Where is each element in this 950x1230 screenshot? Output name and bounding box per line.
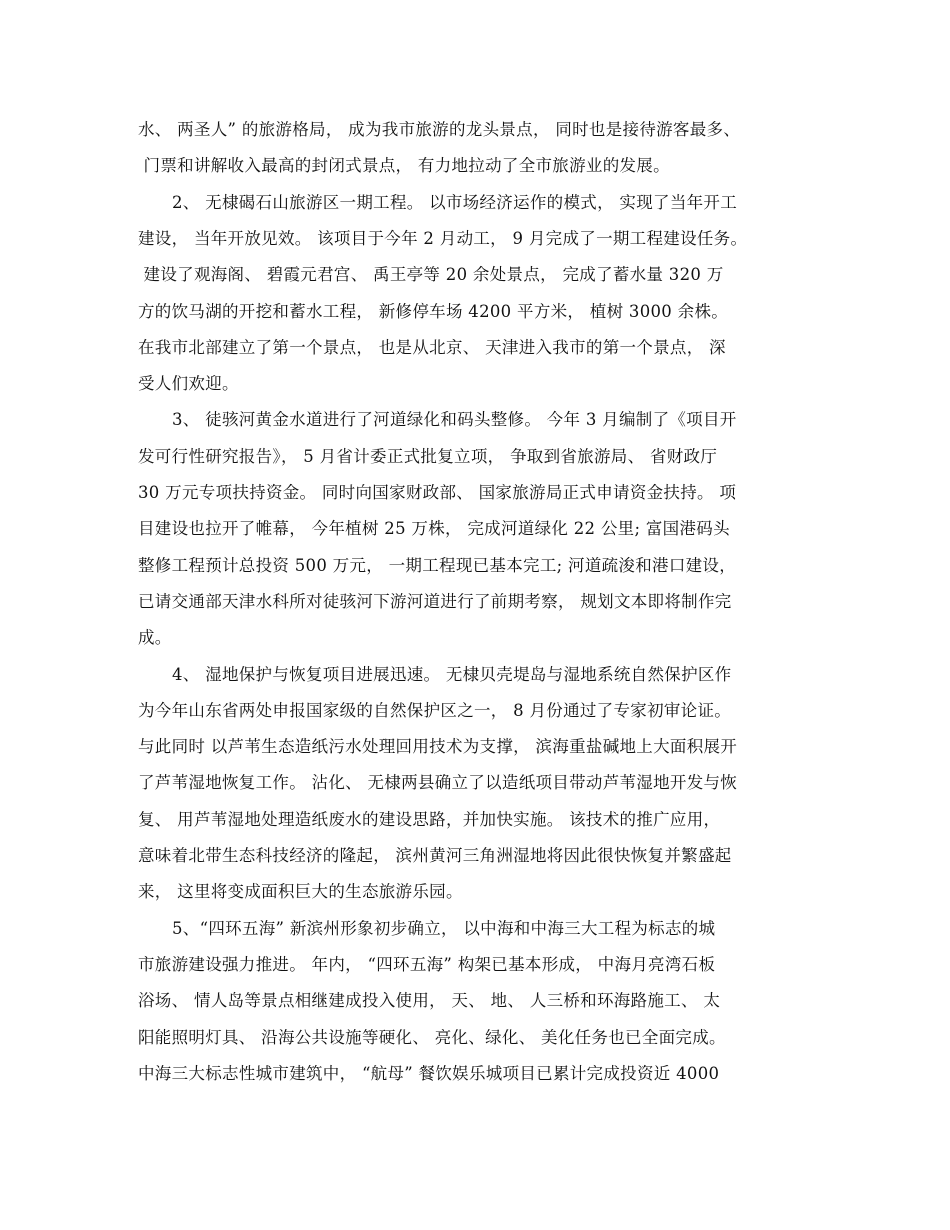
text-line: 建设了观海阁、 碧霞元君宫、 禹王亭等 20 余处景点， 完成了蓄水量 320 万	[138, 265, 724, 285]
text-line: 2、 无棣碣石山旅游区一期工程。 以市场经济运作的模式， 实现了当年开工	[172, 192, 738, 212]
text-line: 方的饮马湖的开挖和蓄水工程， 新修停车场 4200 平方米， 植树 3000 余株。	[138, 301, 729, 321]
text-line: 来， 这里将变成面积巨大的生态旅游乐园。	[138, 882, 463, 902]
text-line: 市旅游建设强力推进。 年内， “四环五海” 构架已基本形成， 中海月亮湾石板	[138, 954, 716, 974]
text-line: 水、 两圣人” 的旅游格局， 成为我市旅游的龙头景点， 同时也是接待游客最多、	[138, 120, 741, 139]
text-line: 复、 用芦苇湿地处理造纸废水的建设思路，并加快实施。 该技术的推广应用，	[138, 809, 721, 829]
text-line: 发可行性研究报告》， 5 月省计委正式批复立项， 争取到省旅游局、 省财政厅	[138, 446, 718, 466]
text-line: 30 万元专项扶持资金。 同时向国家财政部、 国家旅游局正式申请资金扶持。 项	[138, 483, 737, 502]
text-line: 目建设也拉开了帷幕， 今年植树 25 万株， 完成河道绿化 22 公里; 富国港码头	[138, 519, 730, 539]
text-line: 中海三大标志性城市建筑中， “航母” 餐饮娱乐城项目已累计完成投资近 4000	[138, 1063, 720, 1083]
text-line: 与此同时 以芦苇生态造纸污水处理回用技术为支撑， 滨海重盐碱地上大面积展开	[138, 737, 738, 757]
text-line: 建设， 当年开放见效。 该项目于今年 2 月动工， 9 月完成了一期工程建设任务。	[138, 228, 748, 248]
text-line: 成。	[138, 628, 172, 648]
text-line: 阳能照明灯具、 沿海公共设施等硬化、 亮化、绿化、 美化任务也已全面完成。	[138, 1027, 726, 1047]
text-line: 门票和讲解收入最高的封闭式景点， 有力地拉动了全市旅游业的发展。	[138, 156, 670, 176]
text-line: 了芦苇湿地恢复工作。 沾化、 无棣两县确立了以造纸项目带动芦苇湿地开发与恢	[138, 773, 738, 793]
text-line: 5、“四环五海” 新滨州形象初步确立， 以中海和中海三大工程为标志的城	[172, 918, 716, 938]
text-line: 整修工程预计总投资 500 万元， 一期工程现已基本完工; 河道疏浚和港口建设，	[138, 555, 737, 575]
text-line: 4、 湿地保护与恢复项目进展迅速。 无棣贝壳堤岛与湿地系统自然保护区作	[172, 664, 732, 684]
text-line: 已请交通部天津水科所对徒骇河下游河道进行了前期考察， 规划文本即将制作完	[138, 591, 732, 611]
text-line: 为今年山东省两处申报国家级的自然保护区之一， 8 月份通过了专家初审论证。	[138, 700, 732, 720]
text-line: 浴场、 情人岛等景点相继建成投入使用， 天、 地、 人三桥和环海路施工、 太	[138, 991, 721, 1011]
text-line: 3、 徒骇河黄金水道进行了河道绿化和码头整修。 今年 3 月编制了《项目开	[172, 410, 737, 430]
text-line: 在我市北部建立了第一个景点， 也是从北京、 天津进入我市的第一个景点， 深	[138, 337, 726, 357]
text-line: 受人们欢迎。	[138, 374, 239, 394]
text-line: 意味着北带生态科技经济的隆起， 滨州黄河三角洲湿地将因此很快恢复并繁盛起	[138, 846, 732, 865]
